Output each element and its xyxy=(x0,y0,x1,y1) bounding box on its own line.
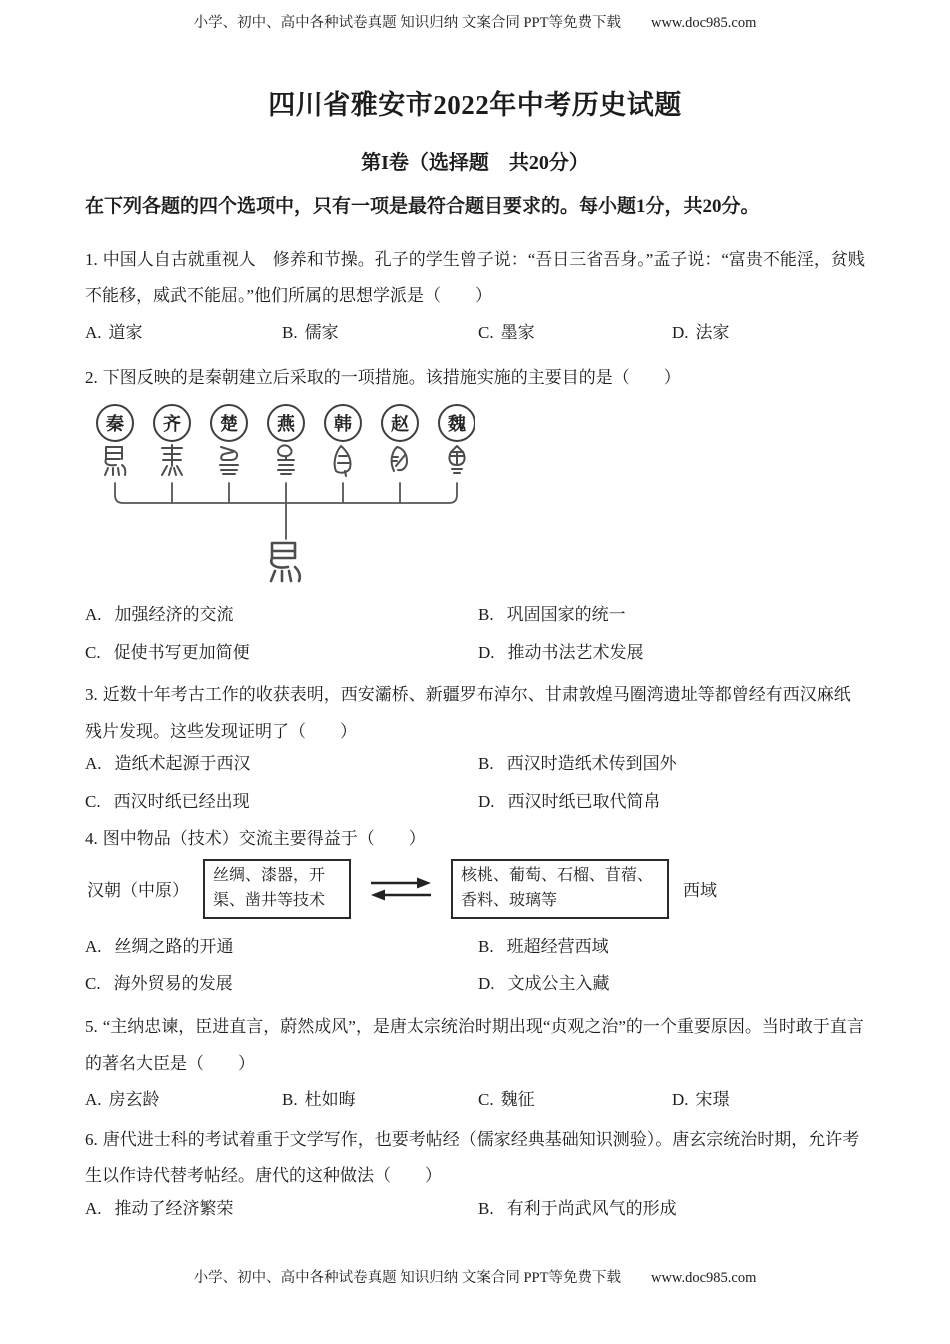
question-6 xyxy=(85,1122,865,1222)
option-b xyxy=(478,935,865,960)
question-5-text xyxy=(85,1009,865,1082)
state-label-qi: 齐 xyxy=(163,413,181,434)
question-1-options xyxy=(85,321,865,346)
question-5-options xyxy=(85,1088,865,1113)
question-body: “主纳忠谏，臣进直言，蔚然成风”，是唐太宗统治时期出现“贞观之治”的一个重要原因。当时敢于直言的著名大臣是（ ） xyxy=(85,1017,864,1073)
question-1-text xyxy=(85,242,865,315)
state-label-wei: 魏 xyxy=(448,413,466,434)
western-goods-box: 核桃、葡萄、石榴、苜蓿、香料、玻璃等 xyxy=(451,859,669,919)
option-text: 海外贸易的发展 xyxy=(113,974,233,994)
state-label-chu: 楚 xyxy=(220,413,238,434)
option-label: D. xyxy=(478,791,495,811)
option-label: B. xyxy=(478,754,494,774)
ancient-ma-glyph xyxy=(449,446,464,473)
state-label-zhao: 赵 xyxy=(391,413,409,434)
ancient-ma-glyph xyxy=(162,445,182,475)
footer-promo-text: 小学、初中、高中各种试卷真题 知识归纳 文案合同 PPT等免费下载 xyxy=(193,1270,621,1286)
question-2-options xyxy=(85,603,865,665)
option-b xyxy=(478,1197,865,1222)
option-label: A. xyxy=(85,1198,102,1218)
option-label: A. xyxy=(85,936,102,956)
option-text: 宋璟 xyxy=(695,1090,730,1110)
option-text: 西汉时纸已经出现 xyxy=(113,791,250,811)
page-title: 四川省雅安市2022年中考历史试题 xyxy=(268,90,682,120)
option-label: A. xyxy=(85,754,102,774)
site-header xyxy=(0,0,950,32)
option-text: 墨家 xyxy=(500,322,535,342)
script-unification-figure xyxy=(85,401,475,591)
option-label: B. xyxy=(282,322,298,342)
option-c xyxy=(85,972,478,997)
option-a xyxy=(85,321,282,346)
ancient-ma-glyph xyxy=(278,445,294,474)
option-d xyxy=(478,790,865,815)
question-number: 3. xyxy=(85,685,98,705)
question-body: 图中物品（技术）交流主要得益于（ ） xyxy=(102,828,426,848)
state-label-han: 韩 xyxy=(334,413,352,434)
option-label: C. xyxy=(478,322,494,342)
option-label: D. xyxy=(478,974,495,994)
option-label: D. xyxy=(672,1090,689,1110)
question-1 xyxy=(85,242,865,346)
ancient-ma-glyph xyxy=(105,447,125,475)
option-d xyxy=(478,641,865,666)
ancient-ma-glyph xyxy=(335,446,351,476)
ancient-ma-glyph xyxy=(220,447,238,474)
option-label: D. xyxy=(478,642,495,662)
question-body: 唐代进士科的考试着重于文学写作，也要考帖经（儒家经典基础知识测验）。唐玄宗统治时期，允许考生以作诗代替考帖经。唐代的这种做法（ ） xyxy=(85,1129,860,1186)
option-a xyxy=(85,752,478,777)
option-text: 法家 xyxy=(695,322,730,342)
option-text: 道家 xyxy=(108,322,143,342)
question-number: 2. xyxy=(85,368,98,388)
question-number: 4. xyxy=(85,828,98,848)
option-a xyxy=(85,1197,478,1222)
han-goods-box: 丝绸、漆器，开渠、凿井等技术 xyxy=(203,859,351,919)
question-number: 6. xyxy=(85,1129,98,1149)
question-2-text xyxy=(85,360,865,397)
question-number: 1. xyxy=(85,249,98,269)
option-a xyxy=(85,1088,282,1113)
option-b xyxy=(478,603,865,628)
western-regions-label: 西域 xyxy=(683,881,717,901)
option-text: 杜如晦 xyxy=(304,1090,356,1110)
han-dynasty-label: 汉朝（中原） xyxy=(87,881,189,901)
site-footer xyxy=(0,1266,950,1287)
header-promo-text: 小学、初中、高中各种试卷真题 知识归纳 文案合同 PPT等免费下载 xyxy=(193,15,621,31)
option-c xyxy=(85,790,478,815)
question-body: 下图反映的是秦朝建立后采取的一项措施。该措施实施的主要目的是（ ） xyxy=(102,368,681,388)
instructions-text: 在下列各题的四个选项中，只有一项是最符合题目要求的。每小题1分，共20分。 xyxy=(85,196,760,218)
option-b xyxy=(282,1088,478,1113)
question-5 xyxy=(85,1009,865,1113)
question-3-options xyxy=(85,752,865,814)
question-number: 5. xyxy=(85,1017,98,1036)
option-a xyxy=(85,603,478,628)
option-c xyxy=(478,1088,672,1113)
question-2 xyxy=(85,360,865,665)
option-label: A. xyxy=(85,604,102,624)
question-3-text xyxy=(85,677,865,750)
option-label: A. xyxy=(85,322,102,342)
option-d xyxy=(672,321,865,346)
option-text: 促使书写更加简便 xyxy=(113,642,250,662)
option-label: C. xyxy=(85,791,101,811)
option-a xyxy=(85,935,478,960)
option-label: B. xyxy=(478,604,494,624)
question-body: 近数十年考古工作的收获表明，西安灞桥、新疆罗布淖尔、甘肃敦煌马圈湾遗址等都曾经有西汉麻纸残片发现。这些发现证明了（ ） xyxy=(85,685,851,741)
option-label: C. xyxy=(85,642,101,662)
option-label: C. xyxy=(85,974,101,994)
option-label: D. xyxy=(672,322,689,342)
converge-bracket xyxy=(115,483,457,539)
ancient-ma-glyph xyxy=(392,447,407,471)
option-d xyxy=(478,972,865,997)
section-heading: 第I卷（选择题 共20分） xyxy=(361,152,589,175)
option-text: 巩固国家的统一 xyxy=(506,604,626,624)
option-label: C. xyxy=(478,1090,494,1110)
option-label: B. xyxy=(478,1198,494,1218)
question-6-text xyxy=(85,1122,865,1195)
option-b xyxy=(282,321,478,346)
question-body: 中国人自古就重视人 修养和节操。孔子的学生曾子说：“吾日三省吾身。”孟子说：“富贵不能淫，贫贱不能移，威武不能屈。”他们所属的思想学派是（ ） xyxy=(85,249,865,306)
question-4-text xyxy=(85,821,865,858)
option-label: A. xyxy=(85,1090,102,1110)
option-label: B. xyxy=(478,936,494,956)
option-text: 加强经济的交流 xyxy=(114,604,234,624)
option-text: 班超经营西域 xyxy=(506,936,609,956)
option-text: 造纸术起源于西汉 xyxy=(114,754,251,774)
state-label-qin: 秦 xyxy=(106,413,124,434)
unified-ma-glyph xyxy=(271,543,300,581)
option-c xyxy=(85,641,478,666)
option-text: 推动书法艺术发展 xyxy=(507,642,644,662)
state-label-yan: 燕 xyxy=(277,413,295,434)
header-site-url: www.doc985.com xyxy=(650,15,757,31)
option-text: 魏征 xyxy=(500,1090,535,1110)
option-text: 儒家 xyxy=(304,322,339,342)
footer-site-url: www.doc985.com xyxy=(650,1270,757,1286)
option-text: 丝绸之路的开通 xyxy=(114,936,234,956)
document-body xyxy=(0,88,950,1221)
question-4-options xyxy=(85,935,865,997)
option-text: 推动了经济繁荣 xyxy=(114,1198,234,1218)
option-d xyxy=(672,1088,865,1113)
option-text: 有利于尚武风气的形成 xyxy=(506,1198,677,1218)
double-arrow-icon xyxy=(365,874,437,904)
question-6-options xyxy=(85,1197,865,1222)
silk-road-exchange-figure xyxy=(87,859,865,919)
option-b xyxy=(478,752,865,777)
option-text: 西汉时造纸术传到国外 xyxy=(506,754,677,774)
option-c xyxy=(478,321,672,346)
option-text: 房玄龄 xyxy=(108,1090,160,1110)
option-label: B. xyxy=(282,1090,298,1110)
question-4 xyxy=(85,821,865,997)
option-text: 文成公主入藏 xyxy=(507,974,610,994)
question-3 xyxy=(85,677,865,814)
option-text: 西汉时纸已取代简帛 xyxy=(507,791,661,811)
